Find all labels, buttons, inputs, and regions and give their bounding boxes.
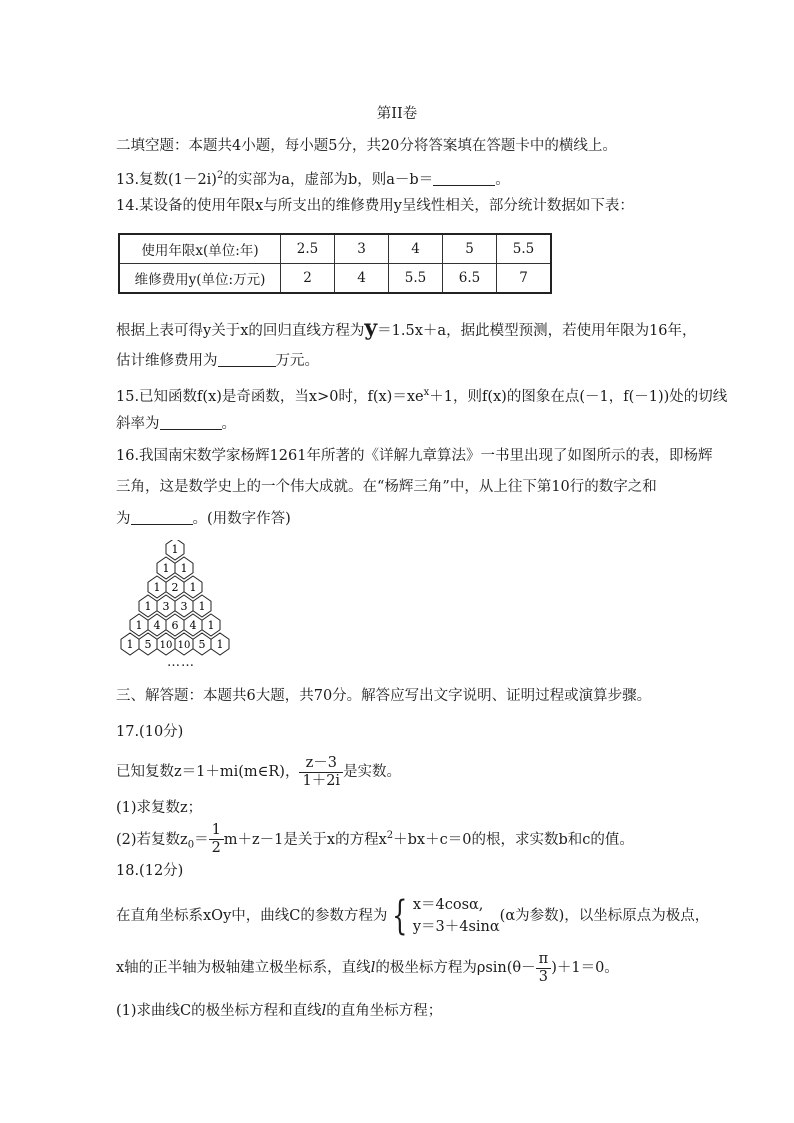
equation-system	[413, 894, 500, 938]
table-header-cell: 使用年限x(单位:年)	[119, 234, 281, 264]
triangle-number: 5	[198, 638, 206, 651]
q18-line2	[116, 948, 619, 988]
q17-part2-pre: (2)若复数z	[116, 831, 188, 848]
table-cell: 7	[497, 264, 552, 294]
triangle-number: 4	[153, 619, 161, 632]
answer-blank[interactable]	[160, 415, 222, 430]
q18-label: 18.(12分)	[116, 863, 184, 879]
table-cell: 3	[335, 234, 389, 264]
q14-line1-post: ，据此模型预测，若使用年限为16年，	[446, 323, 697, 339]
q16-line2: 三角，这是数学史上的一个伟大成就。在“杨辉三角”中，从上往下第10行的数字之和	[116, 479, 657, 495]
triangle-number: 5	[144, 638, 152, 651]
q17-stem-post: 是实数。	[343, 764, 402, 780]
q13-post: 的实部为a，虚部为b，则a－b＝	[223, 171, 434, 188]
fraction-numerator: π	[536, 951, 552, 969]
table-cell: 2	[281, 264, 335, 294]
q15-line1-post: ＋1，则f(x)的图象在点(－1，f(－1))处的切线	[429, 388, 728, 405]
q18-line2-post: )＋1＝0。	[551, 960, 619, 976]
table-cell: 4	[389, 234, 443, 264]
left-brace: {	[392, 893, 408, 939]
q17-sub: 0	[187, 839, 195, 851]
triangle-number: 1	[135, 619, 143, 632]
q13-sup: 2	[216, 170, 224, 181]
part3-heading: 三、解答题：本题共6大题，共70分。解答应写出文字说明、证明过程或演算步骤。	[116, 688, 652, 704]
answer-blank[interactable]	[218, 352, 276, 367]
q18-line2-pre: x轴的正半轴为极轴建立极坐标系，直线	[116, 960, 371, 976]
table-cell: 6.5	[443, 264, 497, 294]
triangle-number: 1	[171, 543, 179, 556]
line-l-symbol: l	[370, 960, 376, 976]
triangle-cell	[184, 576, 202, 598]
q17-label: 17.(10分)	[116, 724, 184, 740]
fraction-denominator: 3	[538, 968, 549, 985]
q18-part1-pre: (1)求曲线C的极坐标方程和直线	[116, 1003, 322, 1019]
triangle-cell	[211, 633, 229, 655]
triangle-cell	[193, 595, 211, 617]
equation-1: x＝4cosα,	[412, 897, 484, 913]
triangle-number: 1	[216, 638, 224, 651]
triangle-cell	[166, 540, 184, 560]
table-cell: 5	[443, 234, 497, 264]
triangle-number: 1	[144, 600, 152, 613]
question-13	[116, 166, 510, 190]
q17-part2	[116, 816, 634, 866]
triangle-cell	[139, 633, 157, 655]
equation-2: y＝3＋4sinα	[412, 919, 500, 935]
q14-line1	[116, 315, 697, 341]
triangle-number: 6	[171, 619, 179, 632]
triangle-cell	[166, 576, 184, 598]
triangle-cell	[193, 633, 211, 655]
triangle-cell	[184, 614, 202, 636]
q13-end: 。	[495, 171, 510, 188]
triangle-number: 1	[153, 581, 161, 594]
q14-line1-mid: ＝1.5x＋	[377, 323, 438, 339]
q18-part1	[116, 1001, 442, 1021]
table-cell: 4	[335, 264, 389, 294]
triangle-number: 10	[159, 640, 173, 651]
triangle-number: 1	[162, 562, 170, 575]
line-l-symbol: l	[321, 1003, 327, 1019]
triangle-number: 1	[198, 600, 206, 613]
table-cell: 5.5	[389, 264, 443, 294]
a-hat-symbol: a	[437, 323, 447, 339]
triangle-cell	[121, 633, 139, 655]
section-title: 第II卷	[376, 106, 418, 122]
q18-line1-pre: 在直角坐标系xOy中，曲线C的参数方程为	[116, 908, 388, 924]
answer-blank[interactable]	[131, 510, 193, 525]
q16-line3	[116, 509, 291, 529]
q15-line2	[116, 414, 236, 434]
q18-line1	[116, 892, 709, 940]
q16-line1: 16.我国南宋数学家杨辉1261年所著的《详解九章算法》一书里出现了如图所示的表，即杨辉	[116, 448, 713, 464]
triangle-number: 3	[180, 600, 188, 613]
fraction-numerator: z－3	[299, 755, 343, 773]
fraction	[536, 951, 552, 986]
y-hat-symbol: y	[364, 315, 378, 341]
q17-part2-eq: ＝	[194, 831, 209, 848]
fraction	[299, 755, 343, 790]
q17-stem	[116, 752, 401, 792]
triangle-number: 3	[162, 600, 170, 613]
q14-line2-post: 万元。	[275, 353, 319, 369]
fraction-denominator: 1＋2i	[302, 772, 341, 789]
q15-sup: x	[423, 387, 430, 398]
q17-sup: 2	[386, 830, 394, 841]
triangle-number: 1	[189, 581, 197, 594]
q18-part1-post: 的直角坐标方程；	[326, 1003, 443, 1019]
table-cell: 5.5	[497, 234, 552, 264]
triangle-cell	[157, 595, 175, 617]
yanghui-triangle	[115, 540, 245, 656]
q14-line2-pre: 估计维修费用为	[116, 353, 218, 369]
q18-line1-post: (α为参数)，以坐标原点为极点，	[499, 908, 710, 924]
triangle-number: 10	[177, 640, 191, 651]
fraction	[209, 822, 224, 857]
triangle-cell	[175, 595, 193, 617]
triangle-cell	[166, 614, 184, 636]
q14-intro: 14.某设备的使用年限x与所支出的维修费用y呈线性相关，部分统计数据如下表：	[116, 198, 634, 214]
q15-line2-pre: 斜率为	[116, 416, 160, 432]
q15-line2-post: 。	[221, 416, 236, 432]
q16-line3-post: 。(用数字作答)	[192, 511, 291, 527]
q17-part1: (1)求复数z；	[116, 800, 203, 816]
q14-line1-pre: 根据上表可得y关于x的回归直线方程为	[116, 323, 365, 339]
triangle-cell	[148, 576, 166, 598]
triangle-number: 1	[207, 619, 215, 632]
triangle-number: 2	[171, 581, 179, 594]
triangle-cell	[148, 614, 166, 636]
q13-pre: 13.复数(1－2i)	[116, 171, 217, 188]
q17-part2-post: ＋bx＋c＝0的根，求实数b和c的值。	[393, 831, 634, 848]
fraction-denominator: 2	[211, 840, 221, 857]
triangle-number: 4	[189, 619, 197, 632]
triangle-cell	[175, 557, 193, 579]
triangle-number: 1	[180, 562, 188, 575]
triangle-cell	[202, 614, 220, 636]
table-row	[119, 264, 551, 294]
triangle-ellipsis: ……	[167, 655, 195, 670]
table-header-cell: 维修费用y(单位:万元)	[119, 264, 281, 294]
data-table	[118, 233, 552, 294]
table-cell: 2.5	[281, 234, 335, 264]
triangle-cell	[139, 595, 157, 617]
table-row	[119, 234, 551, 264]
triangle-number: 1	[126, 638, 134, 651]
triangle-cell	[157, 633, 175, 655]
q15-line1	[116, 383, 727, 407]
fraction-numerator: 1	[209, 822, 224, 840]
answer-blank[interactable]	[433, 171, 495, 186]
part2-heading: 二填空题：本题共4小题，每小题5分，共20分将答案填在答题卡中的横线上。	[116, 138, 617, 154]
triangle-cell	[175, 633, 193, 655]
q17-part2-mid: m＋z－1是关于x的方程x	[223, 831, 387, 848]
q16-line3-pre: 为	[116, 511, 131, 527]
q17-stem-pre: 已知复数z＝1＋mi(m∈R)，	[116, 764, 300, 780]
triangle-cell	[157, 557, 175, 579]
q15-line1-pre: 15.已知函数f(x)是奇函数，当x>0时，f(x)＝xe	[116, 388, 424, 405]
q14-line2	[116, 351, 319, 371]
triangle-cell	[130, 614, 148, 636]
q18-line2-mid: 的极坐标方程为ρsin(θ－	[375, 960, 536, 976]
